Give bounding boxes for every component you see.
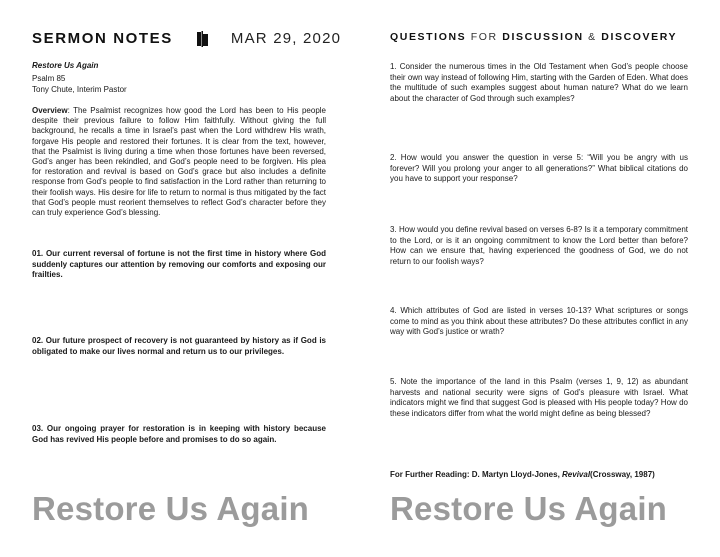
book-icon: [196, 31, 209, 47]
overview-paragraph: [32, 106, 326, 218]
sermon-preacher: Tony Chute, Interim Pastor: [32, 85, 127, 94]
questions-header: [390, 31, 677, 43]
header-word-questions: QUESTIONS: [390, 31, 467, 43]
header-word-discovery: DISCOVERY: [601, 31, 678, 43]
header-ampersand: &: [588, 31, 597, 43]
question-3: 3. How would you define revival based on verses 6-8? Is it a temporary commitment to the Lord, or is it an ongoing commitment to know the Lord better than before? How can we ensure that, having experienced the goodness of God, we do not return to our foolish ways?: [390, 225, 688, 266]
sermon-passage: Psalm 85: [32, 74, 66, 83]
header-title: SERMON NOTES: [32, 30, 173, 47]
sermon-point-3: 03. Our ongoing prayer for restoration is in keeping with history because God has revived His people before and promises to do so again.: [32, 424, 326, 444]
sermon-notes-column: [32, 0, 342, 557]
footer-title-right: Restore Us Again: [390, 490, 668, 527]
further-reading: [390, 470, 655, 479]
sermon-notes-header: [32, 30, 341, 47]
question-1: 1. Consider the numerous times in the Old Testament when God’s people choose their own way instead of following Him, starting with the Garden of Eden. What does the multitude of such examples suggest about human nature? What do we learn about the character of God through such examples?: [390, 62, 688, 103]
further-reading-suffix: (Crossway, 1987): [590, 470, 655, 479]
question-5: 5. Note the importance of the land in this Psalm (verses 1, 9, 12) as abundant harvests and national security were signs of God’s pleasure with Israel. What indicators might we find that suggest God is pleased with His people today? How do these indicators differ from what the world might define as being blessed?: [390, 377, 688, 418]
sermon-point-2: 02. Our future prospect of recovery is not guaranteed by history as if God is obligated to make our lives normal and return us to our privileges.: [32, 336, 326, 356]
further-reading-book: Revival: [562, 470, 591, 479]
sermon-title: Restore Us Again: [32, 61, 99, 70]
overview-text: : The Psalmist recognizes how good the Lord has been to His people despite their previous failure to follow Him faithfully. Without giving the full background, he recalls a time in Israel’s past when the Lord withdrew His wrath, forgave His people and restored their fortunes. It is clear from the text, however, that the Psalmist is living during a time when those fortunes have been reversed, God’s anger has been rekindled, and God’s people need to be forgiven. His plea for restoration and revival is based on God’s grace but also includes a definite response from God’s people to find satisfaction in the Lord rather than returning to their foolish ways. His desire for life to return to normal is thus mitigated by the fact that God’s people must reorient themselves to reflect God’s character before they can truly experience God’s blessing.: [32, 106, 326, 218]
header-word-for: FOR: [470, 31, 498, 43]
further-reading-prefix: For Further Reading: D. Martyn Lloyd-Jones,: [390, 470, 563, 479]
question-4: 4. Which attributes of God are listed in verses 10-13? What scriptures or songs come to mind as you think about these attributes? Do these attributes conflict in any way with God’s justice or wrath?: [390, 306, 688, 337]
sermon-point-1: 01. Our current reversal of fortune is not the first time in history where God suddenly captures our attention by removing our comforts and exposing our frailties.: [32, 249, 326, 280]
header-date: MAR 29, 2020: [230, 30, 342, 47]
header-word-discussion: DISCUSSION: [502, 31, 584, 43]
footer-title-left: Restore Us Again: [32, 490, 310, 527]
questions-column: [390, 0, 688, 557]
question-2: 2. How would you answer the question in verse 5: “Will you be angry with us forever? Will you prolong your anger to all generations?” What biblical citations do you have to support your response?: [390, 153, 688, 184]
overview-label: Overview: [32, 106, 68, 115]
